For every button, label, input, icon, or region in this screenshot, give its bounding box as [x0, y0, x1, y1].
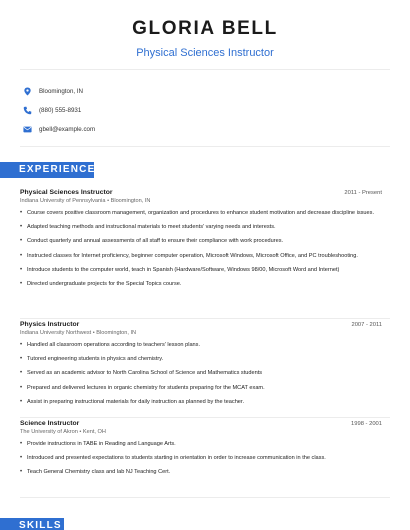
candidate-name: GLORIA BELL	[132, 18, 278, 39]
job-dates: 2011 - Present	[344, 190, 382, 196]
list-item: • Assist in preparing instructional materials for daily instruction as planned by the teacher.	[20, 398, 245, 405]
skills-heading: SKILLS	[0, 518, 64, 530]
list-item: • Conduct quarterly and annual assessments of all staff to ensure their compliance with work procedures.	[20, 238, 284, 245]
list-item: • Adapted teaching methods and instructional materials to meet students' varying needs and interests.	[20, 224, 276, 231]
list-item: • Served as an academic advisor to North Carolina School of Science and Mathematics students	[20, 370, 263, 377]
bullet-text: Conduct quarterly and annual assessments of all staff to ensure their compliance with work procedures.	[27, 238, 284, 245]
email-icon	[22, 125, 32, 135]
contact-location-text: Bloomington, IN	[39, 88, 84, 95]
job-entry	[20, 189, 382, 294]
job-location: Bloomington, IN	[110, 198, 151, 204]
phone-icon	[22, 106, 32, 116]
contact-phone	[22, 101, 382, 120]
bullet-text: Course covers positive classroom management, organization and procedures to enhance student motivation and decrease discipline issues.	[27, 210, 375, 216]
contact-phone-text: (880) 555-8931	[39, 107, 82, 114]
job-dates: 1998 - 2001	[351, 421, 382, 427]
bullet-text: Served as an academic advisor to North Carolina School of Science and Mathematics students	[27, 370, 263, 377]
job-organization: The University of Akron • Kent, OH	[20, 429, 106, 435]
bullet-text: Teach General Chemistry class and lab NJ Teaching Cert.	[27, 469, 171, 476]
job-divider	[20, 318, 390, 319]
job-bullets	[20, 440, 382, 477]
bullet-text: Assist in preparing instructional materials for daily instruction as planned by the teacher.	[27, 398, 245, 405]
contact-list	[22, 82, 382, 139]
job-location: Bloomington, IN	[96, 330, 137, 336]
list-item: • Teach General Chemistry class and lab NJ Teaching Cert.	[20, 469, 171, 476]
list-item: • Introduced and presented expectations to students starting in orientation in order to increase communication in the class.	[20, 455, 326, 462]
job-title: Physical Sciences Instructor	[20, 189, 113, 196]
bullet-text: Instructed classes for Internet proficiency, beginner computer operation, Microsoft Windows, Microsoft Office, and PC troubleshooting.	[27, 252, 358, 259]
job-entry	[20, 420, 382, 483]
list-item: • Introduce students to the computer world, teach in Spanish (Hardware/Software, Windows 98/00, Microsoft Word and Internet)	[20, 266, 340, 273]
job-title: Physics Instructor	[20, 321, 80, 328]
job-title: Science Instructor	[20, 420, 80, 427]
list-item: • Course covers positive classroom management, organization and procedures to enhance student motivation and decrease discipline issues.	[20, 210, 375, 216]
location-pin-icon	[22, 87, 32, 97]
job-divider	[20, 417, 390, 418]
list-item: • Instructed classes for Internet proficiency, beginner computer operation, Microsoft Windows, Microsoft Office, and PC troubleshooting.	[20, 252, 358, 259]
job-org-name: The University of Akron	[20, 429, 78, 435]
bullet-text: Adapted teaching methods and instructional materials to meet students' varying needs and interests.	[27, 224, 276, 231]
experience-heading: EXPERIENCE	[0, 162, 94, 178]
bullet-text: Handled all classroom operations according to teachers' lesson plans.	[27, 342, 201, 348]
job-org-name: Indiana University Northwest	[20, 330, 92, 336]
bullet-text: Introduced and presented expectations to students starting in orientation in order to increase communication in the class.	[27, 455, 326, 462]
job-dates: 2007 - 2011	[351, 322, 382, 328]
bullet-text: Directed undergraduate projects for the Special Topics course.	[27, 280, 182, 287]
job-location: Kent, OH	[82, 429, 106, 435]
job-bullets	[20, 209, 382, 289]
bullet-text: Prepared and delivered lectures in organic chemistry for students preparing for the MCAT exam.	[27, 384, 265, 391]
job-org-name: Indiana University of Pennsylvania	[20, 198, 106, 204]
header-divider	[20, 69, 390, 70]
job-organization: Indiana University of Pennsylvania • Bloomington, IN	[20, 198, 151, 204]
list-item: • Handled all classroom operations according to teachers' lesson plans.	[20, 342, 201, 348]
section-divider	[20, 497, 390, 498]
candidate-title: Physical Sciences Instructor	[136, 47, 274, 59]
job-organization: Indiana University Northwest • Bloomington, IN	[20, 330, 137, 336]
contact-email	[22, 120, 382, 139]
list-item: • Provide instructions in TABE in Reading and Language Arts.	[20, 441, 176, 447]
job-bullets	[20, 341, 382, 407]
bullet-text: Introduce students to the computer world, teach in Spanish (Hardware/Software, Windows 98/00, Microsoft Word and Internet)	[27, 266, 340, 273]
contact-location	[22, 82, 382, 101]
job-entry	[20, 321, 382, 412]
list-item: • Prepared and delivered lectures in organic chemistry for students preparing for the MCAT exam.	[20, 384, 265, 391]
list-item: • Tutored engineering students in physics and chemistry.	[20, 356, 164, 363]
list-item: • Directed undergraduate projects for the Special Topics course.	[20, 280, 182, 287]
contact-email-text: gbell@example.com	[39, 126, 96, 133]
bullet-text: Provide instructions in TABE in Reading and Language Arts.	[27, 441, 176, 447]
contact-divider	[20, 146, 390, 147]
resume-header	[0, 0, 410, 59]
bullet-text: Tutored engineering students in physics and chemistry.	[27, 356, 164, 363]
